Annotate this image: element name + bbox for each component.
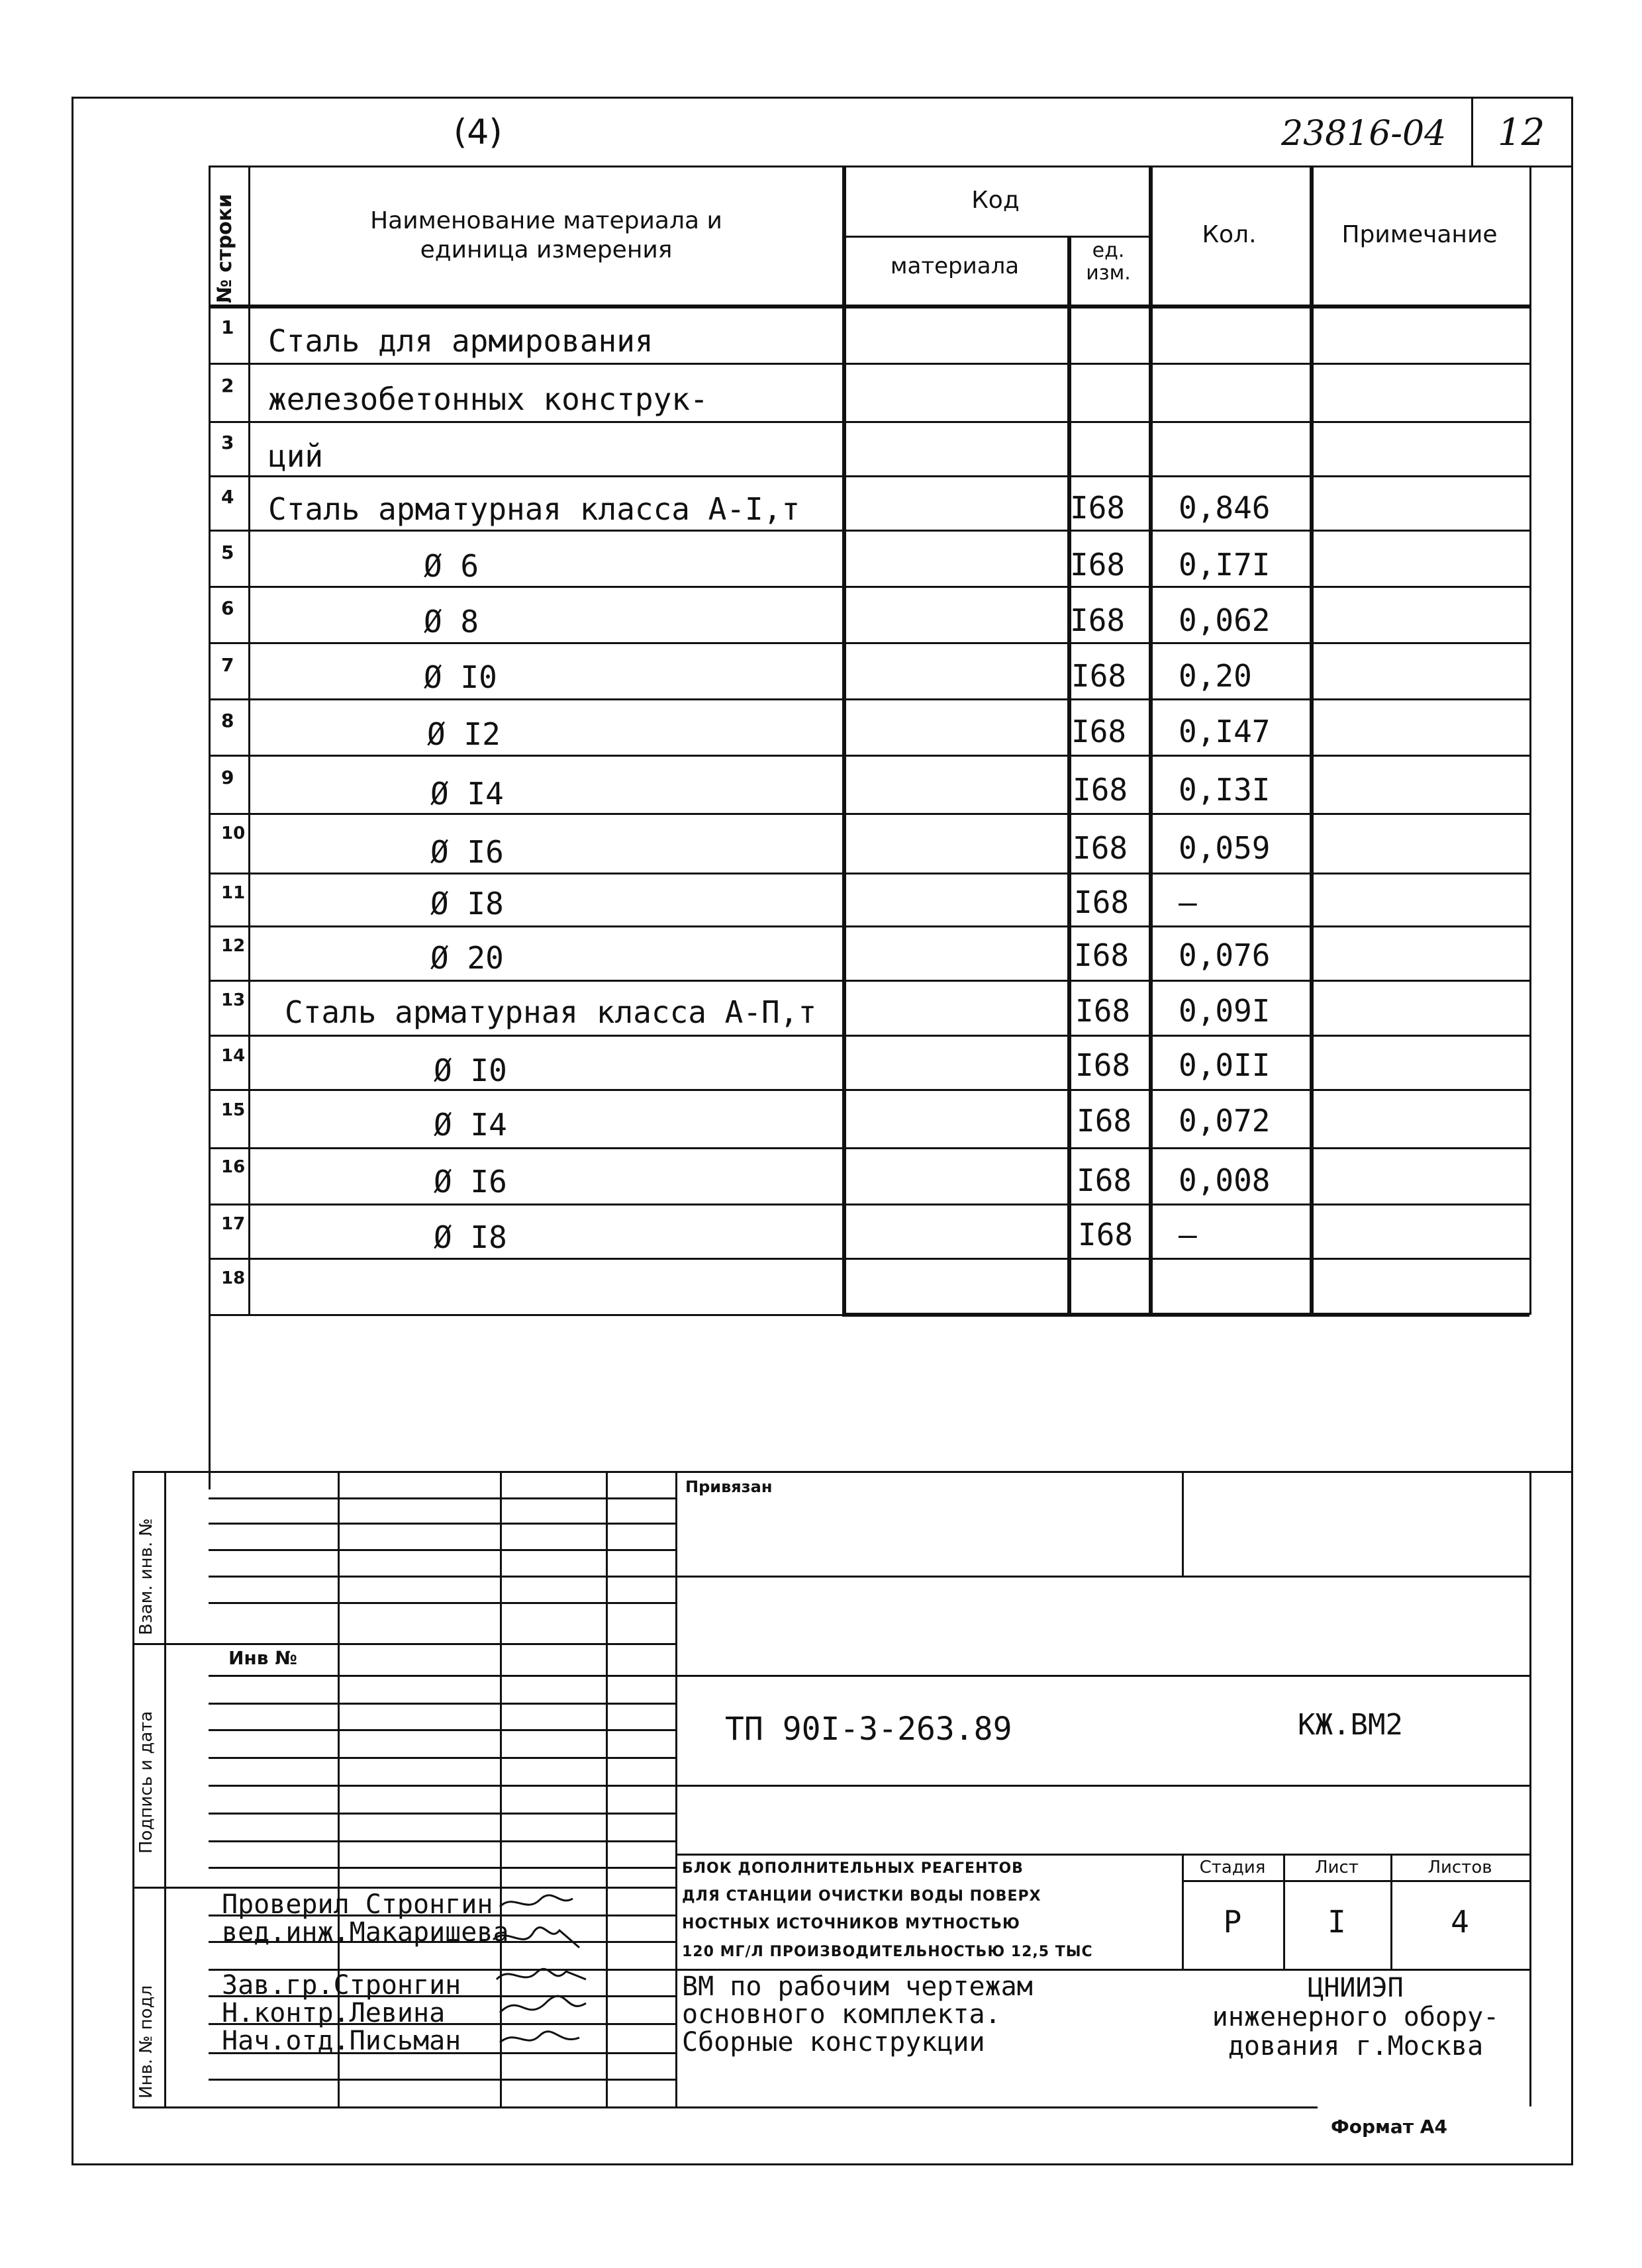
row-number: 14 xyxy=(221,1046,246,1066)
side-strip-right xyxy=(164,1471,166,2106)
sheet-label: Лист xyxy=(1315,1858,1359,1877)
row-number: 4 xyxy=(221,486,234,508)
tb-right-row xyxy=(675,1675,1529,1677)
material-name: железобетонных конструк- xyxy=(268,381,708,417)
description-line: 120 МГ/Л ПРОИЗВОДИТЕЛЬНОСТЬЮ 12,5 ТЫС xyxy=(682,1944,1093,1960)
header-name: Наименование материала и единица измерения xyxy=(370,207,722,263)
bound-divider xyxy=(1182,1471,1184,1576)
material-name: Сталь арматурная класса А-П,т xyxy=(285,994,817,1030)
header-divider xyxy=(1471,97,1473,166)
unit-code: I68 xyxy=(1071,714,1127,749)
unit-code: I68 xyxy=(1070,490,1126,526)
organization-line: дования г.Москва xyxy=(1228,2031,1484,2061)
quantity: 0,0II xyxy=(1179,1047,1271,1083)
tb-row xyxy=(209,1757,675,1759)
row-line xyxy=(209,1089,1529,1091)
tb-row xyxy=(209,1602,675,1604)
original-inv-label: Инв. № подл xyxy=(136,1985,156,2099)
unit-code: I68 xyxy=(1070,602,1126,638)
row-line xyxy=(209,363,1529,365)
inventory-number: 23816-04 xyxy=(1281,114,1447,154)
unit-code: I68 xyxy=(1073,772,1128,808)
title-line: основного комплекта. xyxy=(682,1999,1001,2030)
sheets-value: 4 xyxy=(1451,1904,1469,1940)
material-name: Ø I4 xyxy=(430,776,504,812)
col-line-unit xyxy=(1067,236,1071,1315)
row-number: 13 xyxy=(221,990,246,1010)
row-line xyxy=(209,1147,1529,1149)
row-line xyxy=(209,421,1529,423)
table-right-line xyxy=(1529,165,1531,1315)
material-name: Ø I4 xyxy=(434,1107,507,1143)
bound-label: Привязан xyxy=(685,1478,773,1496)
row-line xyxy=(209,1258,1529,1260)
row-line xyxy=(209,530,1529,532)
table-bottom-line-left xyxy=(209,1314,842,1316)
row-line xyxy=(209,586,1529,588)
material-name: ций xyxy=(268,438,324,474)
row-line xyxy=(209,698,1529,700)
quantity: 0,20 xyxy=(1179,658,1252,694)
material-name: Ø 20 xyxy=(430,940,504,976)
tb-row xyxy=(209,1840,675,1842)
quantity: – xyxy=(1179,884,1197,920)
header-note: Примечание xyxy=(1341,221,1498,248)
quantity: 0,072 xyxy=(1179,1103,1271,1139)
tb-row xyxy=(209,1729,675,1731)
unit-code: I68 xyxy=(1077,1103,1132,1139)
material-name: Ø 6 xyxy=(424,548,479,584)
row-number: 15 xyxy=(221,1100,246,1120)
row-number: 7 xyxy=(221,654,234,676)
row-number: 10 xyxy=(221,824,246,843)
header-row-number: № строки xyxy=(213,193,236,303)
unit-code: I68 xyxy=(1075,1047,1131,1083)
unit-code: I68 xyxy=(1074,937,1130,973)
material-name: Сталь арматурная класса А-I,т xyxy=(268,491,800,527)
quantity: 0,I3I xyxy=(1179,772,1271,808)
sheet-code: КЖ.ВМ2 xyxy=(1298,1708,1403,1742)
tb-right xyxy=(1529,1471,1531,2106)
document-code: ТП 90I-3-263.89 xyxy=(725,1711,1012,1748)
side-strip-sep xyxy=(132,1887,209,1889)
row-line xyxy=(209,642,1529,644)
material-name: Сталь для армирования xyxy=(268,323,653,359)
page-number: 12 xyxy=(1498,111,1545,154)
header-bottom-line xyxy=(209,305,1529,308)
stage-value: Р xyxy=(1223,1904,1242,1940)
tb-right-row xyxy=(675,1576,1529,1578)
side-strip-bottom xyxy=(132,2106,1318,2108)
side-strip-left xyxy=(132,1471,134,2106)
row-number: 18 xyxy=(221,1268,246,1288)
row-line xyxy=(209,1035,1529,1037)
quantity: 0,062 xyxy=(1179,602,1271,638)
unit-code: I68 xyxy=(1075,993,1131,1029)
tb-row xyxy=(209,1643,675,1645)
quantity: 0,008 xyxy=(1179,1162,1271,1198)
quantity: 0,076 xyxy=(1179,937,1271,973)
title-line: Сборные конструкции xyxy=(682,2027,985,2057)
material-name: Ø I8 xyxy=(434,1219,507,1255)
tb-right-row xyxy=(675,1785,1529,1787)
material-name: Ø I8 xyxy=(430,886,504,921)
tb-row xyxy=(209,1867,675,1869)
quantity: 0,09I xyxy=(1179,993,1271,1029)
replacement-inv-label: Взам. инв. № xyxy=(136,1518,156,1635)
row-number: 8 xyxy=(221,710,234,732)
signature-row: Н.контр.Левина xyxy=(222,1998,446,2028)
title-line: ВМ по рабочим чертежам xyxy=(682,1971,1033,2002)
row-number: 11 xyxy=(221,883,246,903)
organization-line: инженерного обору- xyxy=(1212,2002,1500,2032)
col-line-qty xyxy=(1149,165,1153,1315)
side-strip-top xyxy=(132,1471,209,1473)
row-line xyxy=(209,755,1529,757)
row-line xyxy=(209,813,1529,815)
organization-line: ЦНИИЭП xyxy=(1308,1973,1404,2003)
table-bottom-line xyxy=(842,1313,1529,1317)
row-number: 16 xyxy=(221,1157,246,1177)
unit-code: I68 xyxy=(1078,1217,1134,1252)
description-line: НОСТНЫХ ИСТОЧНИКОВ МУТНОСТЬЮ xyxy=(682,1916,1020,1932)
material-name: Ø I0 xyxy=(424,659,497,695)
quantity: – xyxy=(1179,1217,1197,1252)
description-line: ДЛЯ СТАНЦИИ ОЧИСТКИ ВОДЫ ПОВЕРХ xyxy=(682,1888,1041,1905)
unit-code: I68 xyxy=(1071,658,1127,694)
side-strip-sep xyxy=(132,1643,209,1645)
tb-row xyxy=(209,1785,675,1787)
col-line-rownum xyxy=(248,165,250,1315)
unit-code: I68 xyxy=(1074,884,1130,920)
table-top-line xyxy=(209,165,1573,167)
unit-code: I68 xyxy=(1073,830,1128,866)
org-top-line xyxy=(1182,1969,1529,1971)
format-label: Формат А4 xyxy=(1331,2116,1447,2138)
sheet-value: I xyxy=(1328,1904,1346,1940)
header-code: Код xyxy=(971,187,1020,214)
code-sub-line xyxy=(842,236,1149,238)
sheet-label: (4) xyxy=(454,113,503,152)
col-line-material xyxy=(842,165,846,1315)
quantity: 0,059 xyxy=(1179,830,1271,866)
tb-row xyxy=(209,1497,675,1499)
row-number: 1 xyxy=(221,316,234,338)
signature-date-label: Подпись и дата xyxy=(136,1711,156,1854)
title-block-top xyxy=(209,1471,1573,1473)
material-name: Ø I2 xyxy=(427,716,501,752)
quantity: 0,846 xyxy=(1179,490,1271,526)
material-name: Ø I6 xyxy=(430,834,504,870)
col-line-note xyxy=(1310,165,1314,1315)
header-code-unit: ед. изм. xyxy=(1086,239,1131,285)
signature-row: Нач.отд.Письман xyxy=(222,2026,461,2056)
row-line xyxy=(209,1204,1529,1205)
row-number: 12 xyxy=(221,936,246,956)
description-line: БЛОК ДОПОЛНИТЕЛЬНЫХ РЕАГЕНТОВ xyxy=(682,1860,1024,1877)
header-quantity: Кол. xyxy=(1202,221,1257,248)
tb-row xyxy=(209,1549,675,1551)
row-line xyxy=(209,980,1529,982)
header-code-material: материала xyxy=(890,253,1020,279)
tb-row xyxy=(209,1813,675,1815)
sheets-label: Листов xyxy=(1427,1858,1492,1877)
row-number: 9 xyxy=(221,767,234,788)
quantity: 0,I7I xyxy=(1179,547,1271,583)
tb-row xyxy=(209,1576,675,1578)
material-name: Ø I0 xyxy=(434,1053,507,1088)
stage-sep xyxy=(1182,1880,1529,1882)
row-number: 6 xyxy=(221,597,234,619)
material-name: Ø I6 xyxy=(434,1164,507,1200)
signature-row: Зав.гр.Стронгин xyxy=(222,1970,461,2001)
signature-row: вед.инж.Макаришева xyxy=(222,1917,509,1948)
unit-code: I68 xyxy=(1077,1162,1132,1198)
material-name: Ø 8 xyxy=(424,604,479,639)
row-line xyxy=(209,925,1529,927)
signature-row: Проверил Стронгин xyxy=(222,1889,493,1920)
unit-code: I68 xyxy=(1070,547,1126,583)
tb-row xyxy=(209,1523,675,1525)
row-number: 2 xyxy=(221,375,234,397)
inv-label: Инв № xyxy=(228,1647,297,1669)
quantity: 0,I47 xyxy=(1179,714,1271,749)
tb-row xyxy=(209,1703,675,1705)
tb-right-row xyxy=(675,1854,1529,1856)
stage-label: Стадия xyxy=(1199,1858,1266,1877)
tb-row xyxy=(209,1675,675,1677)
row-line xyxy=(209,475,1529,477)
row-number: 5 xyxy=(221,542,234,563)
row-number: 17 xyxy=(221,1214,246,1234)
row-number: 3 xyxy=(221,432,234,453)
handwritten-signatures xyxy=(487,1887,679,2105)
row-line xyxy=(209,873,1529,874)
